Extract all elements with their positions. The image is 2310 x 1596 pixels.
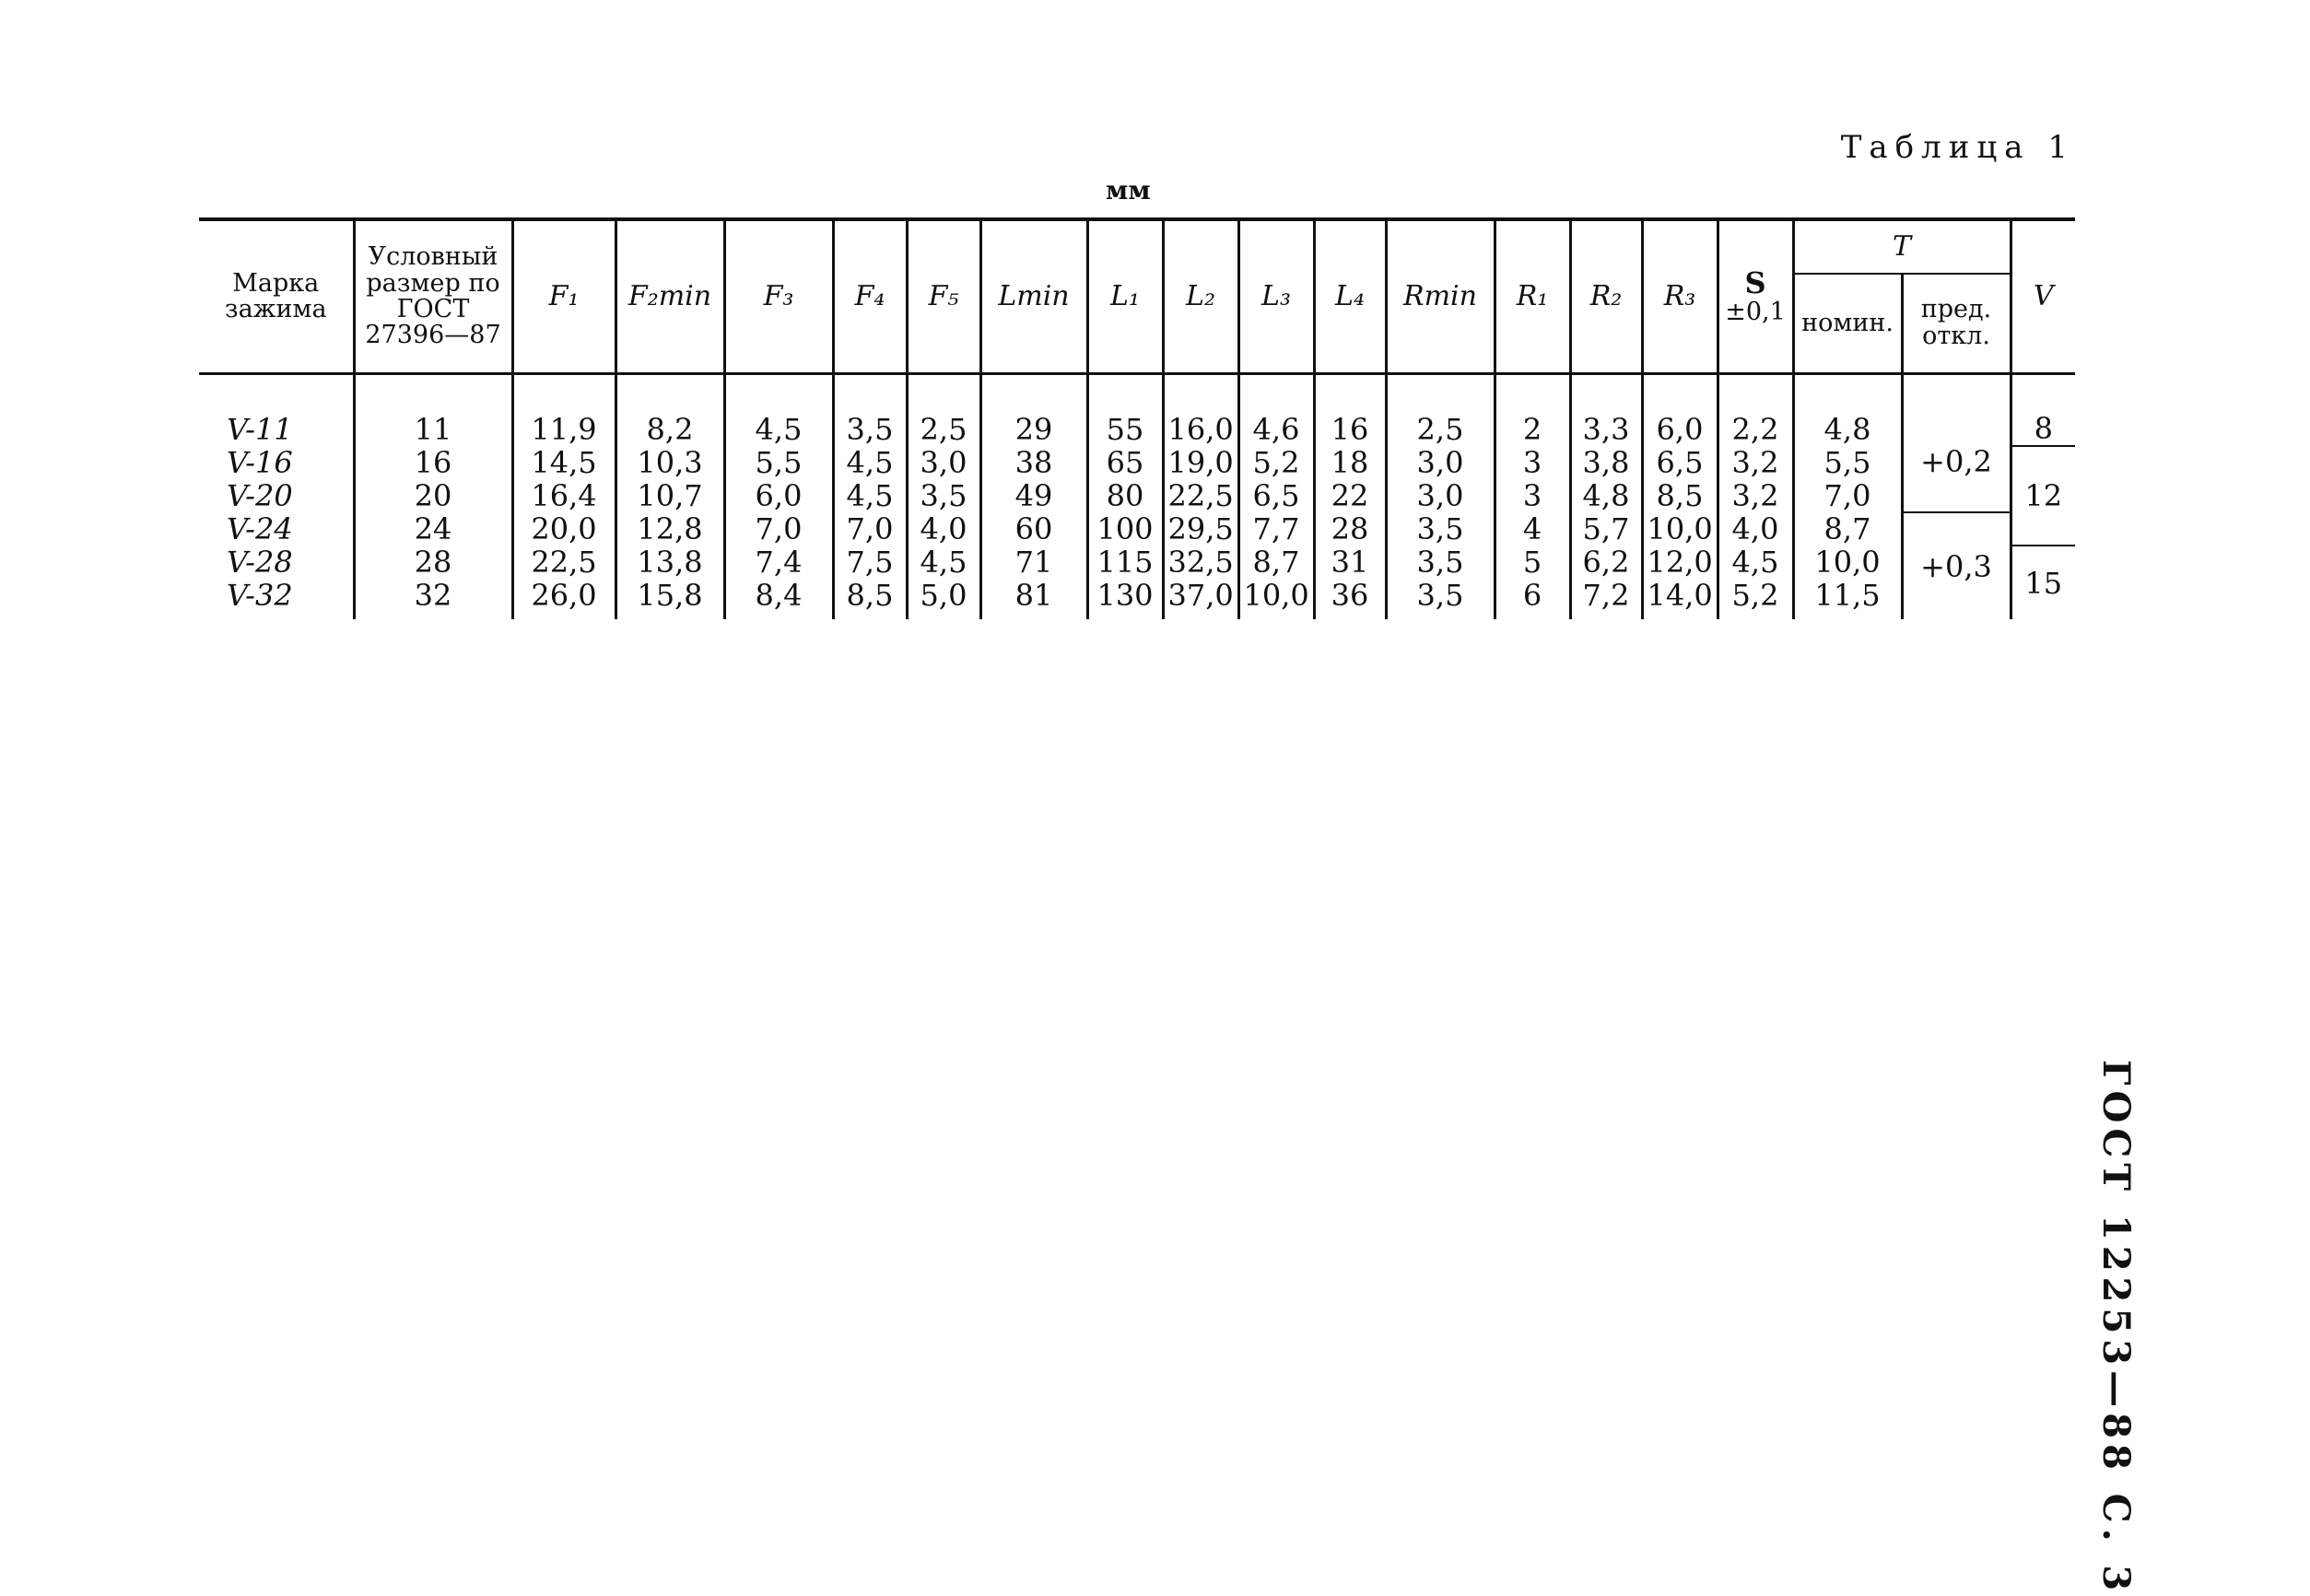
header-l1-label: L₁	[1110, 280, 1140, 313]
cell: 22,5	[512, 546, 616, 579]
header-f3-label: F₃	[763, 280, 794, 313]
header-f2min-label: F₂min	[627, 280, 712, 313]
cell: 8,7	[1793, 512, 1902, 546]
cell: 7,7	[1238, 512, 1314, 546]
cell: V-28	[227, 545, 293, 580]
cell: 6,5	[1238, 479, 1314, 512]
cell: 14,0	[1642, 579, 1718, 619]
header-l1	[1087, 219, 1163, 374]
table-row	[199, 479, 2075, 512]
table-row	[199, 579, 2075, 619]
cell: 4,0	[907, 512, 980, 546]
cell: 22	[1314, 479, 1386, 512]
cell: 36	[1314, 579, 1386, 619]
cell: 32,5	[1163, 546, 1238, 579]
header-s	[1718, 219, 1793, 374]
cell: 4,5	[724, 374, 833, 447]
cell: 3,8	[1570, 446, 1642, 479]
cell: 5,5	[724, 446, 833, 479]
cell: 3,5	[1386, 512, 1495, 546]
dimensions-table	[199, 217, 2075, 619]
cell: 4,5	[1718, 546, 1793, 579]
header-s-tol: ±0,1	[1725, 297, 1786, 326]
cell: V-16	[227, 445, 293, 480]
cell: 32	[354, 579, 512, 619]
cell: 4,5	[833, 479, 907, 512]
header-f1	[512, 219, 616, 374]
cell: 10,0	[1793, 546, 1902, 579]
cell: 10,0	[1238, 579, 1314, 619]
cell: 6,5	[1642, 446, 1718, 479]
header-v-label: V	[2033, 280, 2054, 313]
cell: 16,4	[512, 479, 616, 512]
cell: 2	[1495, 374, 1570, 447]
header-t-nom: номин.	[1793, 274, 1902, 374]
header-r3	[1642, 219, 1718, 374]
header-l2-label: L₂	[1186, 280, 1215, 313]
cell: 11,5	[1793, 579, 1902, 619]
header-f4	[833, 219, 907, 374]
cell: 3,0	[907, 446, 980, 479]
cell: 24	[354, 512, 512, 546]
header-l3	[1238, 219, 1314, 374]
header-t	[1793, 219, 2011, 274]
cell: 4,8	[1570, 479, 1642, 512]
cell: 4,5	[907, 546, 980, 579]
cell: 7,5	[833, 546, 907, 579]
cell: 81	[980, 579, 1087, 619]
cell: 20	[354, 479, 512, 512]
cell: 10,0	[1642, 512, 1718, 546]
cell: 3	[1495, 479, 1570, 512]
cell: 4	[1495, 512, 1570, 546]
cell: 3,5	[1386, 579, 1495, 619]
cell: 60	[980, 512, 1087, 546]
cell: 8,7	[1238, 546, 1314, 579]
cell: 31	[1314, 546, 1386, 579]
cell: 29	[980, 374, 1087, 447]
data-table-container	[199, 217, 2075, 619]
header-t-label: T	[1893, 230, 1912, 264]
cell: 28	[1314, 512, 1386, 546]
v-cell: 12	[2011, 446, 2075, 546]
cell: 49	[980, 479, 1087, 512]
header-size: Условный размер по ГОСТ 27396—87	[354, 219, 512, 374]
cell: V-32	[227, 578, 293, 613]
cell: 7,0	[724, 512, 833, 546]
cell: 3,5	[1386, 546, 1495, 579]
cell: 7,0	[1793, 479, 1902, 512]
table-row	[199, 512, 2075, 546]
cell: 3,2	[1718, 446, 1793, 479]
cell: 10,3	[616, 446, 724, 479]
cell: 29,5	[1163, 512, 1238, 546]
tolerance-cell: +0,2	[1902, 374, 2011, 513]
header-l4-label: L₄	[1335, 280, 1365, 313]
cell: 5,7	[1570, 512, 1642, 546]
cell: 22,5	[1163, 479, 1238, 512]
cell: 28	[354, 546, 512, 579]
header-lmin	[980, 219, 1087, 374]
units-label: мм	[1106, 175, 1151, 205]
cell: 100	[1087, 512, 1163, 546]
cell: 3	[1495, 446, 1570, 479]
cell: V-24	[227, 511, 293, 546]
header-l2	[1163, 219, 1238, 374]
table-row	[199, 374, 2075, 447]
cell: 8,2	[616, 374, 724, 447]
v-cell: 8	[2011, 374, 2075, 447]
cell: 8,4	[724, 579, 833, 619]
header-f4-label: F₄	[854, 280, 885, 313]
header-t-dev: пред. откл.	[1902, 274, 2011, 374]
header-r1-label: R₁	[1516, 280, 1549, 313]
header-mark: Марка зажима	[199, 219, 354, 374]
cell: 4,8	[1793, 374, 1902, 447]
cell: 15,8	[616, 579, 724, 619]
cell: 20,0	[512, 512, 616, 546]
cell: 12,0	[1642, 546, 1718, 579]
table-row	[199, 546, 2075, 579]
cell: 5,0	[907, 579, 980, 619]
cell: 8,5	[1642, 479, 1718, 512]
table-row	[199, 446, 2075, 479]
cell: 3,5	[833, 374, 907, 447]
cell: 71	[980, 546, 1087, 579]
cell: 6	[1495, 579, 1570, 619]
header-l4	[1314, 219, 1386, 374]
cell: 55	[1087, 374, 1163, 447]
cell: 5,2	[1718, 579, 1793, 619]
cell: 18	[1314, 446, 1386, 479]
header-r2-label: R₂	[1589, 280, 1623, 313]
cell: 16	[354, 446, 512, 479]
cell: 8,5	[833, 579, 907, 619]
cell: 16,0	[1163, 374, 1238, 447]
cell: 6,0	[1642, 374, 1718, 447]
cell: 115	[1087, 546, 1163, 579]
header-lmin-label: Lmin	[998, 280, 1070, 313]
cell: 37,0	[1163, 579, 1238, 619]
cell: 13,8	[616, 546, 724, 579]
header-f5-label: F₅	[928, 280, 959, 313]
cell: 38	[980, 446, 1087, 479]
cell: 2,5	[1386, 374, 1495, 447]
cell: 19,0	[1163, 446, 1238, 479]
table-body	[199, 374, 2075, 620]
cell: 4,6	[1238, 374, 1314, 447]
cell: 10,7	[616, 479, 724, 512]
header-r2	[1570, 219, 1642, 374]
cell: 3,2	[1718, 479, 1793, 512]
header-f3	[724, 219, 833, 374]
cell: 2,2	[1718, 374, 1793, 447]
header-rmin	[1386, 219, 1495, 374]
header-f5	[907, 219, 980, 374]
header-r3-label: R₃	[1663, 280, 1696, 313]
cell: 5	[1495, 546, 1570, 579]
cell: 16	[1314, 374, 1386, 447]
header-f2min	[616, 219, 724, 374]
cell: 4,5	[833, 446, 907, 479]
cell: 6,2	[1570, 546, 1642, 579]
cell: 14,5	[512, 446, 616, 479]
cell: 7,2	[1570, 579, 1642, 619]
header-rmin-label: Rmin	[1403, 280, 1477, 313]
cell: 2,5	[907, 374, 980, 447]
header-s-label: S	[1744, 265, 1766, 301]
tolerance-cell: +0,3	[1902, 512, 2011, 619]
cell: 12,8	[616, 512, 724, 546]
v-cell: 15	[2011, 546, 2075, 619]
cell: 80	[1087, 479, 1163, 512]
cell: 3,5	[907, 479, 980, 512]
cell: 11,9	[512, 374, 616, 447]
cell: 11	[354, 374, 512, 447]
cell: V-20	[227, 478, 293, 513]
header-r1	[1495, 219, 1570, 374]
cell: 3,3	[1570, 374, 1642, 447]
header-l3-label: L₃	[1261, 280, 1291, 313]
cell: 65	[1087, 446, 1163, 479]
cell: 3,0	[1386, 446, 1495, 479]
cell: V-11	[227, 411, 293, 447]
cell: 3,0	[1386, 479, 1495, 512]
cell: 6,0	[724, 479, 833, 512]
cell: 7,4	[724, 546, 833, 579]
table-caption: Таблица 1	[1840, 129, 2075, 166]
cell: 26,0	[512, 579, 616, 619]
document-side-code: ГОСТ 12253—88 С. 3	[2094, 1060, 2138, 1596]
cell: 130	[1087, 579, 1163, 619]
cell: 5,5	[1793, 446, 1902, 479]
cell: 5,2	[1238, 446, 1314, 479]
header-f1-label: F₁	[548, 280, 580, 313]
header-v	[2011, 219, 2075, 374]
cell: 7,0	[833, 512, 907, 546]
cell: 4,0	[1718, 512, 1793, 546]
